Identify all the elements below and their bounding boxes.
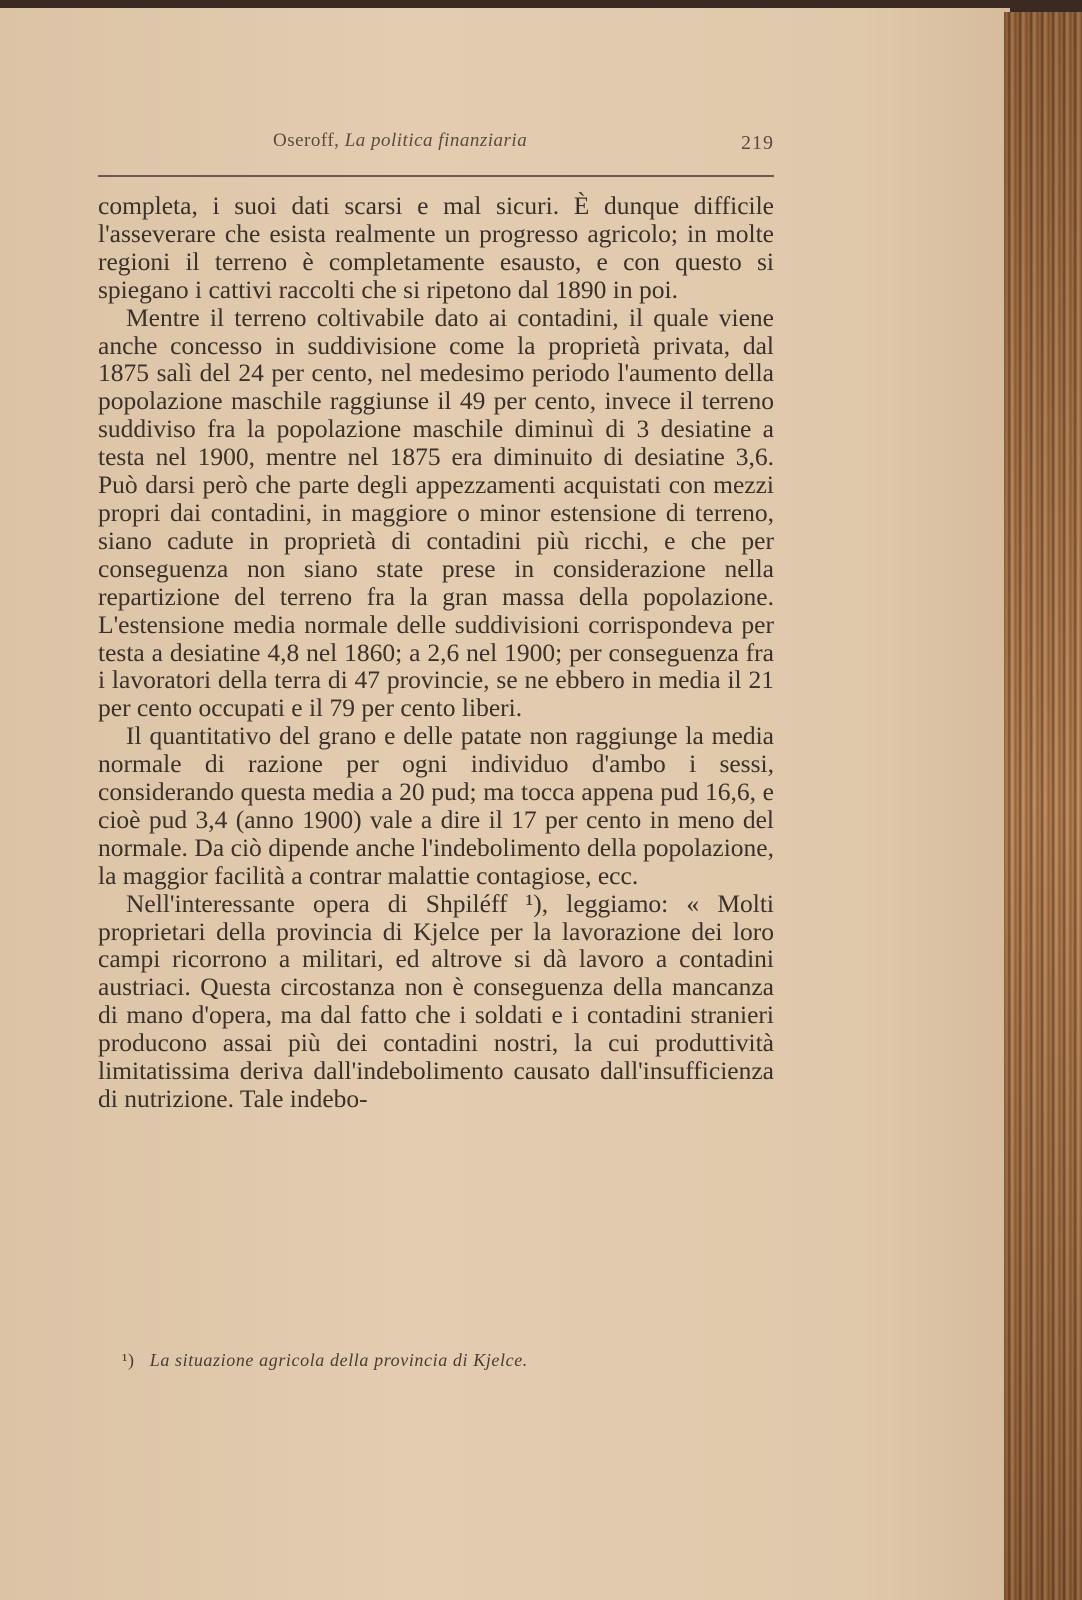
paragraph-2: Mentre il terreno coltivabile dato ai contadini, il quale viene anche concesso in suddivisione come la proprietà privata, dal 1875 salì del 24 per cento, nel medesimo periodo l'aumento della popolazione maschile raggiunse il 49 per cento, invece il terreno suddiviso fra la popolazione maschile diminuì di 3 desiatine a testa nel 1900, mentre nel 1875 era diminuito di desiatine 3,6. Può darsi però che parte degli appezzamenti acquistati con mezzi propri dai contadini, in maggiore o minor estensione di terreno, siano cadute in proprietà di contadini più ricchi, e che per conseguenza non siano state prese in considerazione nella repartizione del terreno fra la gran massa della popolazione. L'estensione media normale delle suddivisioni corrispondeva per testa a desiatine 4,8 nel 1860; a 2,6 nel 1900; per conseguenza fra i lavoratori della terra di 47 provincie, se ne ebbero in media il 21 per cento occupati e il 79 per cento liberi. — [98, 302, 774, 723]
header-book-title: La politica finanziaria — [344, 130, 528, 151]
footnote-marker: ¹) — [122, 1350, 135, 1370]
paragraph-1: completa, i suoi dati scarsi e mal sicuri. È dunque difficile l'asseverare che esista realmente un progresso agricolo; in molte regioni il terreno è completamente esausto, e con questo si spiegano i cattivi raccolti che si ripetono dal 1890 in poi. — [98, 191, 774, 304]
footnote — [122, 1350, 762, 1371]
body-text — [98, 192, 774, 1113]
running-header — [98, 130, 774, 162]
running-title — [273, 130, 527, 152]
paragraph-3: Il quantitativo del grano e delle patate non raggiunge la media normale di razione per ogni individuo d'ambo i sessi, considerando questa media a 20 pud; ma tocca appena pud 16,6, e cioè pud 3,4 (anno 1900) vale a dire il 17 per cento in meno del normale. Da ciò dipende anche l'indebolimento della popolazione, la maggior facilità a contrar malattie contagiose, ecc. — [98, 721, 774, 890]
paragraph-4: Nell'interessante opera di Shpiléff ¹), leggiamo: « Molti proprietari della provincia di Kjelce per la lavorazione dei loro campi ricorrono a militari, ed altrove si dà lavoro a contadini austriaci. Questa circostanza non è conseguenza della mancanza di mano d'opera, ma dal fatto che i soldati e i contadini stranieri producono assai più dei contadini nostri, la cui produttività limitatissima deriva dall'indebolimento causato dall'insufficienza di nutrizione. Tale indebo- — [98, 888, 774, 1113]
header-author: Oseroff, — [273, 130, 340, 151]
footnote-text: La situazione agricola della provincia di Kjelce. — [149, 1350, 528, 1370]
header-rule — [98, 175, 774, 177]
page-number: 219 — [741, 132, 774, 154]
page-edges — [1004, 12, 1082, 1600]
